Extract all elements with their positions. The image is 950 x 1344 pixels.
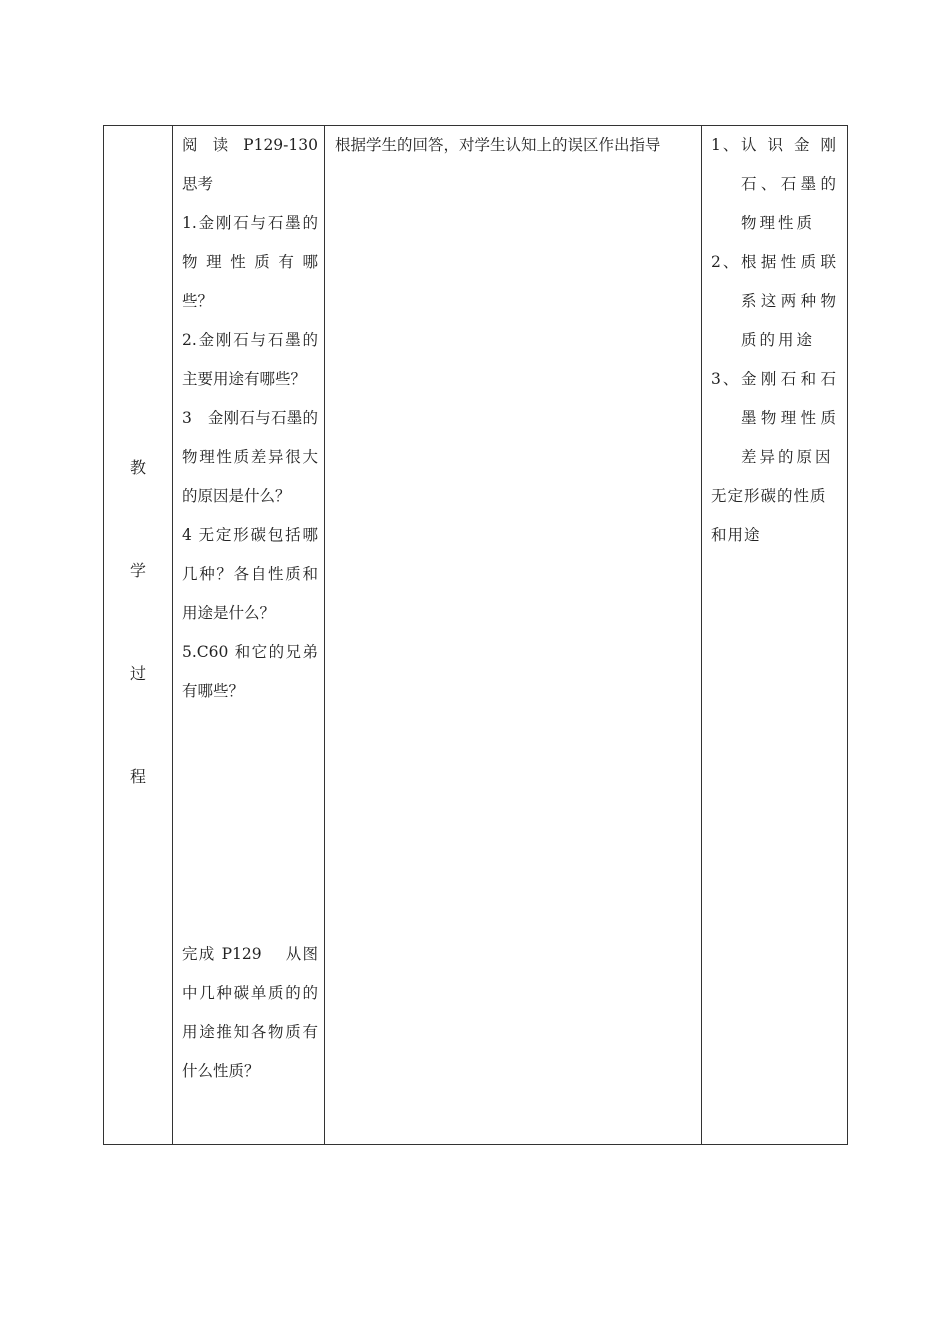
lesson-plan-table xyxy=(103,125,848,1145)
goal-number: 1、 xyxy=(711,136,741,154)
goal-number: 2、 xyxy=(711,253,741,271)
section-label-char: 学 xyxy=(129,561,146,580)
goal-item xyxy=(711,126,839,243)
section-label-char: 教 xyxy=(129,458,146,477)
goal-item xyxy=(711,360,839,477)
task-instruction: 完成 P129 从图中几种碳单质的的用途推知各物质有什么性质？ xyxy=(182,945,318,1080)
goal-text: 金刚石和石墨物理性质差异的原因 xyxy=(741,370,839,466)
reading-instruction: 阅 读 P129-130 思考 xyxy=(182,136,318,193)
table-row xyxy=(104,126,848,1145)
section-label xyxy=(104,456,172,868)
teacher-activity-cell xyxy=(325,126,702,1145)
question-1: 1.金刚石与石墨的物 理 性 质 有 哪些？ xyxy=(182,214,318,310)
goals-cell xyxy=(702,126,848,1145)
section-label-char: 程 xyxy=(129,767,146,786)
question-3: 3 金刚石与石墨的物理性质差异很大的原因是什么？ xyxy=(182,409,318,505)
goal-text: 根据性质联系这两种物质的用途 xyxy=(741,253,839,349)
question-2: 2.金刚石与石墨的主要用途有哪些？ xyxy=(182,331,318,388)
section-label-char: 过 xyxy=(129,664,146,683)
goal-text: 认识金刚石、石墨的物理性质 xyxy=(741,136,839,232)
goal-text: 无定形碳的性质和用途 xyxy=(711,487,827,544)
goal-number: 3、 xyxy=(711,370,741,388)
question-5: 5.C60 和它的兄弟有哪些？ xyxy=(182,643,318,700)
section-label-cell xyxy=(104,126,173,1145)
teacher-guidance-text: 根据学生的回答，对学生认知上的误区作出指导 xyxy=(335,136,661,154)
question-4: 4 无定形碳包括哪几种？各自性质和用途是什么？ xyxy=(182,526,318,622)
goal-item xyxy=(711,243,839,360)
student-activity-cell xyxy=(173,126,325,1145)
